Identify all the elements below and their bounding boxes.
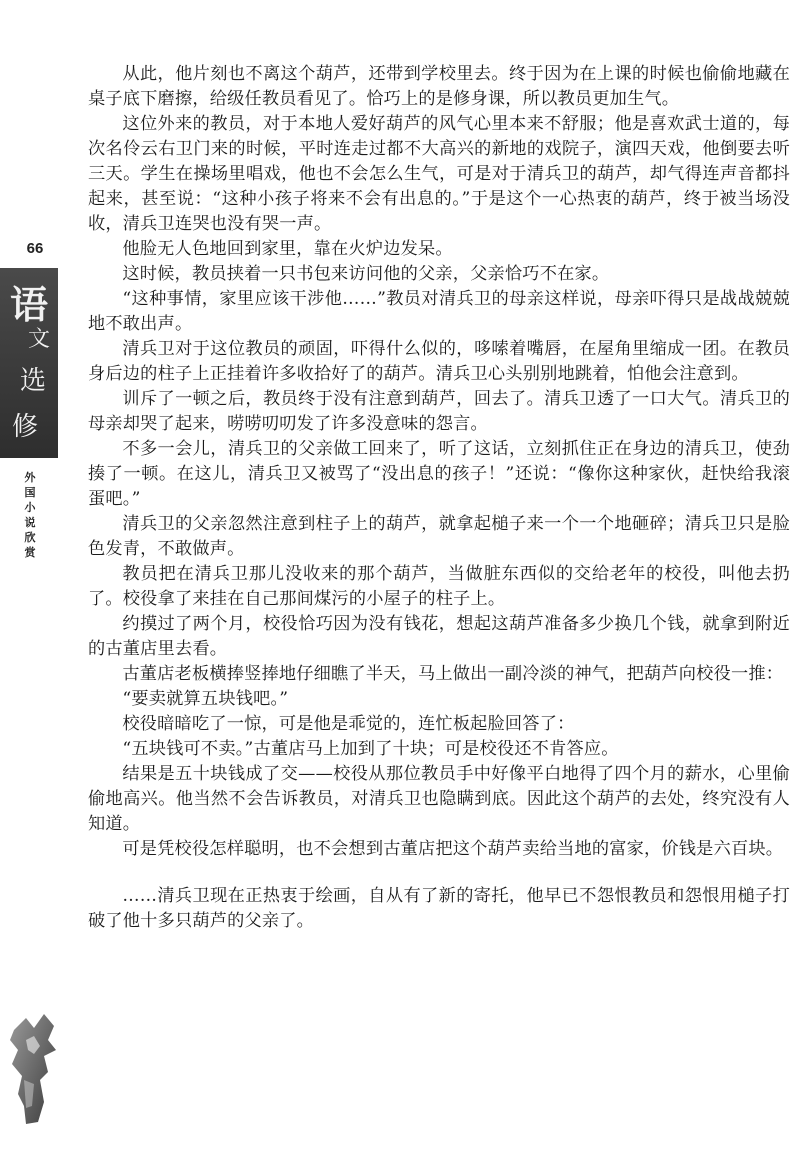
- paragraph: 约摸过了两个月，校役恰巧因为没有钱花，想起这葫芦准备多少换几个钱，就拿到附近的古董店里去看。: [88, 614, 790, 659]
- paragraph: “这种事情，家里应该干涉他……”教员对清兵卫的母亲这样说，母亲吓得只是战战兢兢地不敢出声。: [88, 289, 790, 334]
- side-tab: [0, 268, 58, 458]
- paragraph: 教员把在清兵卫那儿没收来的那个葫芦，当做脏东西似的交给老年的校役，叫他去扔了。校役拿了来挂在自己那间煤污的小屋子的柱子上。: [88, 564, 790, 609]
- main-text: [88, 62, 790, 934]
- side-tab-char-2: 文: [27, 327, 50, 352]
- paragraph: “五块钱可不卖。”古董店马上加到了十块；可是校役还不肯答应。: [122, 739, 619, 759]
- paragraph: 不多一会儿，清兵卫的父亲做工回来了，听了这话，立刻抓住正在身边的清兵卫，使劲揍了一顿。在这儿，清兵卫又被骂了“没出息的孩子！”还说：“像你这种家伙，赶快给我滚蛋吧。”: [88, 439, 790, 509]
- paragraph: 古董店老板横捧竖捧地仔细瞧了半天，马上做出一副冷淡的神气，把葫芦向校役一推：: [122, 664, 784, 684]
- side-tab-char-4: 修: [11, 412, 38, 442]
- paragraph: 校役暗暗吃了一惊，可是他是乖觉的，连忙板起脸回答了：: [122, 714, 575, 734]
- paragraph: 清兵卫对于这位教员的顽固，吓得什么似的，哆嗦着嘴唇，在屋角里缩成一团。在教员身后边的柱子上正挂着许多收拾好了的葫芦。清兵卫心头别别地跳着，怕他会注意到。: [88, 339, 790, 384]
- paragraph: 从此，他片刻也不离这个葫芦，还带到学校里去。终于因为在上课的时候也偷偷地藏在桌子底下磨擦，给级任教员看见了。恰巧上的是修身课，所以教员更加生气。: [88, 64, 790, 109]
- paragraph: “要卖就算五块钱吧。”: [122, 689, 289, 709]
- paragraph: 训斥了一顿之后，教员终于没有注意到葫芦，回去了。清兵卫透了一口大气。清兵卫的母亲却哭了起来，唠唠叨叨发了许多没意味的怨言。: [88, 389, 790, 434]
- side-tab-char-3: 选: [19, 366, 46, 396]
- statue-decoration-icon: [4, 1010, 64, 1130]
- side-tab-char-1: 语: [9, 282, 48, 327]
- paragraph: 这时候，教员挟着一只书包来访问他的父亲，父亲恰巧不在家。: [122, 264, 610, 284]
- paragraph: 结果是五十块钱成了交——校役从那位教员手中好像平白地得了四个月的薪水，心里偷偷地高兴。他当然不会告诉教员，对清兵卫也隐瞒到底。因此这个葫芦的去处，终究没有人知道。: [88, 764, 790, 834]
- paragraph: 可是凭校役怎样聪明，也不会想到古董店把这个葫芦卖给当地的富家，价钱是六百块。: [122, 839, 784, 859]
- paragraph: 这位外来的教员，对于本地人爱好葫芦的风气心里本来不舒服；他是喜欢武士道的，每次名伶云右卫门来的时候，平时连走过都不大高兴的新地的戏院子，演四天戏，他倒要去听三天。学生在操场里唱戏，他也不会怎么生气，可是对于清兵卫的葫芦，却气得连声音都抖起来，甚至说：“这种小孩子将来不会有出息的。”于是这个一心热衷的葫芦，终于被当场没收，清兵卫连哭也没有哭一声。: [88, 114, 790, 234]
- paragraph: 他脸无人色地回到家里，靠在火炉边发呆。: [122, 239, 453, 259]
- final-paragraph: ……清兵卫现在正热衷于绘画，自从有了新的寄托，他早已不怨恨教员和怨恨用槌子打破了他十多只葫芦的父亲了。: [88, 886, 790, 931]
- paragraph: 清兵卫的父亲忽然注意到柱子上的葫芦，就拿起槌子来一个一个地砸碎；清兵卫只是脸色发青，不敢做声。: [88, 514, 790, 559]
- section-caption: 外国小说欣赏: [24, 471, 36, 559]
- page-number: 66: [26, 240, 44, 257]
